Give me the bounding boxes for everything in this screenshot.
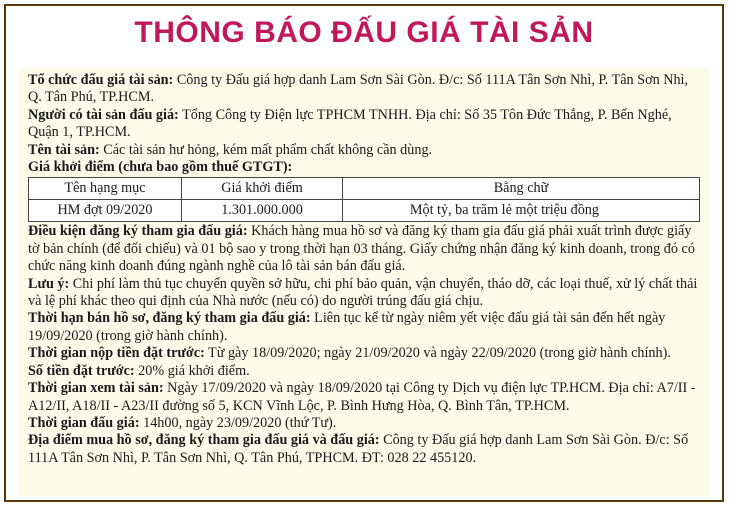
paragraph-label: Địa điểm mua hồ sơ, đăng ký tham gia đấu giá và đấu giá: [28, 432, 380, 449]
paragraph-deposit-amount [28, 363, 700, 380]
paragraph-text: Từ gày 18/09/2020; ngày 21/09/2020 và ngày 22/09/2020 (trong giờ hành chính). [204, 345, 671, 362]
paragraph-label: Thời gian xem tài sản: [28, 380, 164, 397]
paragraph-sale-period [28, 310, 700, 345]
paragraph-text: Công ty Đấu giá hợp danh Lam Sơn Sài Gòn. Đ/c: Số 111A Tân Sơn Nhì, P. Tân Sơn Nhì, Q. Tân Phú, TP.HCM. [28, 72, 689, 106]
paragraph-conditions [28, 223, 700, 275]
table-header: Tên hạng mục [29, 178, 182, 200]
paragraph-label: Tên tài sản: [28, 141, 100, 158]
paragraph-text: Công ty Đấu giá hợp danh Lam Sơn Sài Gòn. Đ/c: Số 111A Tân Sơn Nhì, P. Tân Sơn Nhì, Q. Tân Phú, TPHCM. ĐT: 028 22 455120. [28, 432, 689, 466]
paragraph-label: Tổ chức đấu giá tài sản: [28, 72, 174, 88]
paragraph-location [28, 432, 700, 467]
paragraph-starting-price [28, 159, 700, 176]
paragraph-text: Liên tục kể từ ngày niêm yết việc đấu giá tài sản đến hết ngày 19/09/2020 (trong giờ hành chính). [28, 310, 666, 344]
paragraph-owner [28, 107, 700, 142]
notice-title: THÔNG BÁO ĐẤU GIÁ TÀI SẢN [134, 16, 594, 49]
paragraph-text: Chi phí làm thủ tục chuyển quyền sở hữu, chi phí bảo quản, vận chuyển, tháo dỡ, các loại thuế, xử lý chất thải và lệ phí khác theo qui định của Nhà nước (nếu có) do người trúng đấu giá chịu. [28, 275, 698, 310]
table-header: Bằng chữ [343, 178, 700, 200]
paragraph-note [28, 276, 700, 311]
paragraph-viewing-time [28, 380, 700, 415]
price-table [28, 177, 700, 222]
paragraph-label: Thời gian nộp tiền đặt trước: [28, 345, 205, 362]
table-cell: Một tỷ, ba trăm lẻ một triệu đồng [343, 200, 700, 222]
paragraph-asset-name [28, 142, 700, 159]
paragraph-organizer [28, 72, 700, 107]
paragraph-label: Số tiền đặt trước: [28, 362, 135, 379]
paragraph-text: Ngày 17/09/2020 và ngày 18/09/2020 tại Công ty Dịch vụ điện lực TP.HCM. Địa chỉ: A7/II - A12/II, A18/II - A23/II đường số 5, KCN Vĩnh Lộc, P. Bình Hưng Hòa, Q. Bình Tân, TP.HCM. [28, 380, 696, 414]
paragraph-text: Khách hàng mua hồ sơ và đăng ký tham gia đấu giá phải xuất trình được giấy tờ bản chính (để đối chiếu) và 01 bộ sao y trong thời hạn 03 tháng. Giấy chứng nhận đăng ký kinh doanh, trong đó có chức năng kinh doanh đúng ngành nghề của lô tài sản bán đấu giá. [28, 223, 695, 275]
paragraph-text: Các tài sản hư hỏng, kém mất phẩm chất không cần dùng. [99, 141, 433, 158]
table-header: Giá khởi điểm [182, 178, 343, 200]
paragraph-auction-time [28, 415, 700, 432]
paragraph-text: 14h00, ngày 23/09/2020 (thứ Tư). [139, 414, 337, 431]
paragraph-text: 20% giá khởi điểm. [134, 362, 250, 379]
paragraph-label: Thời gian đấu giá: [28, 414, 140, 431]
paragraph-label: Thời hạn bán hồ sơ, đăng ký tham gia đấu giá: [28, 310, 311, 327]
notice-frame [4, 4, 724, 502]
paragraph-label: Lưu ý: [28, 275, 70, 292]
paragraph-label: Giá khởi điểm (chưa bao gồm thuế GTGT): [28, 159, 293, 176]
notice-body [18, 68, 710, 496]
table-header-row [29, 178, 700, 200]
table-cell: 1.301.000.000 [182, 200, 343, 222]
paragraph-label: Điều kiện đăng ký tham gia đấu giá: [28, 223, 248, 240]
table-cell: HM đợt 09/2020 [29, 200, 182, 222]
paragraph-deposit-time [28, 345, 700, 362]
paragraph-label: Người có tài sản đấu giá: [28, 106, 179, 123]
table-row [29, 200, 700, 222]
paragraph-text: Tổng Công ty Điện lực TPHCM TNHH. Địa chỉ: Số 35 Tôn Đức Thắng, P. Bến Nghé, Quận 1, TP.HCM. [28, 106, 672, 141]
